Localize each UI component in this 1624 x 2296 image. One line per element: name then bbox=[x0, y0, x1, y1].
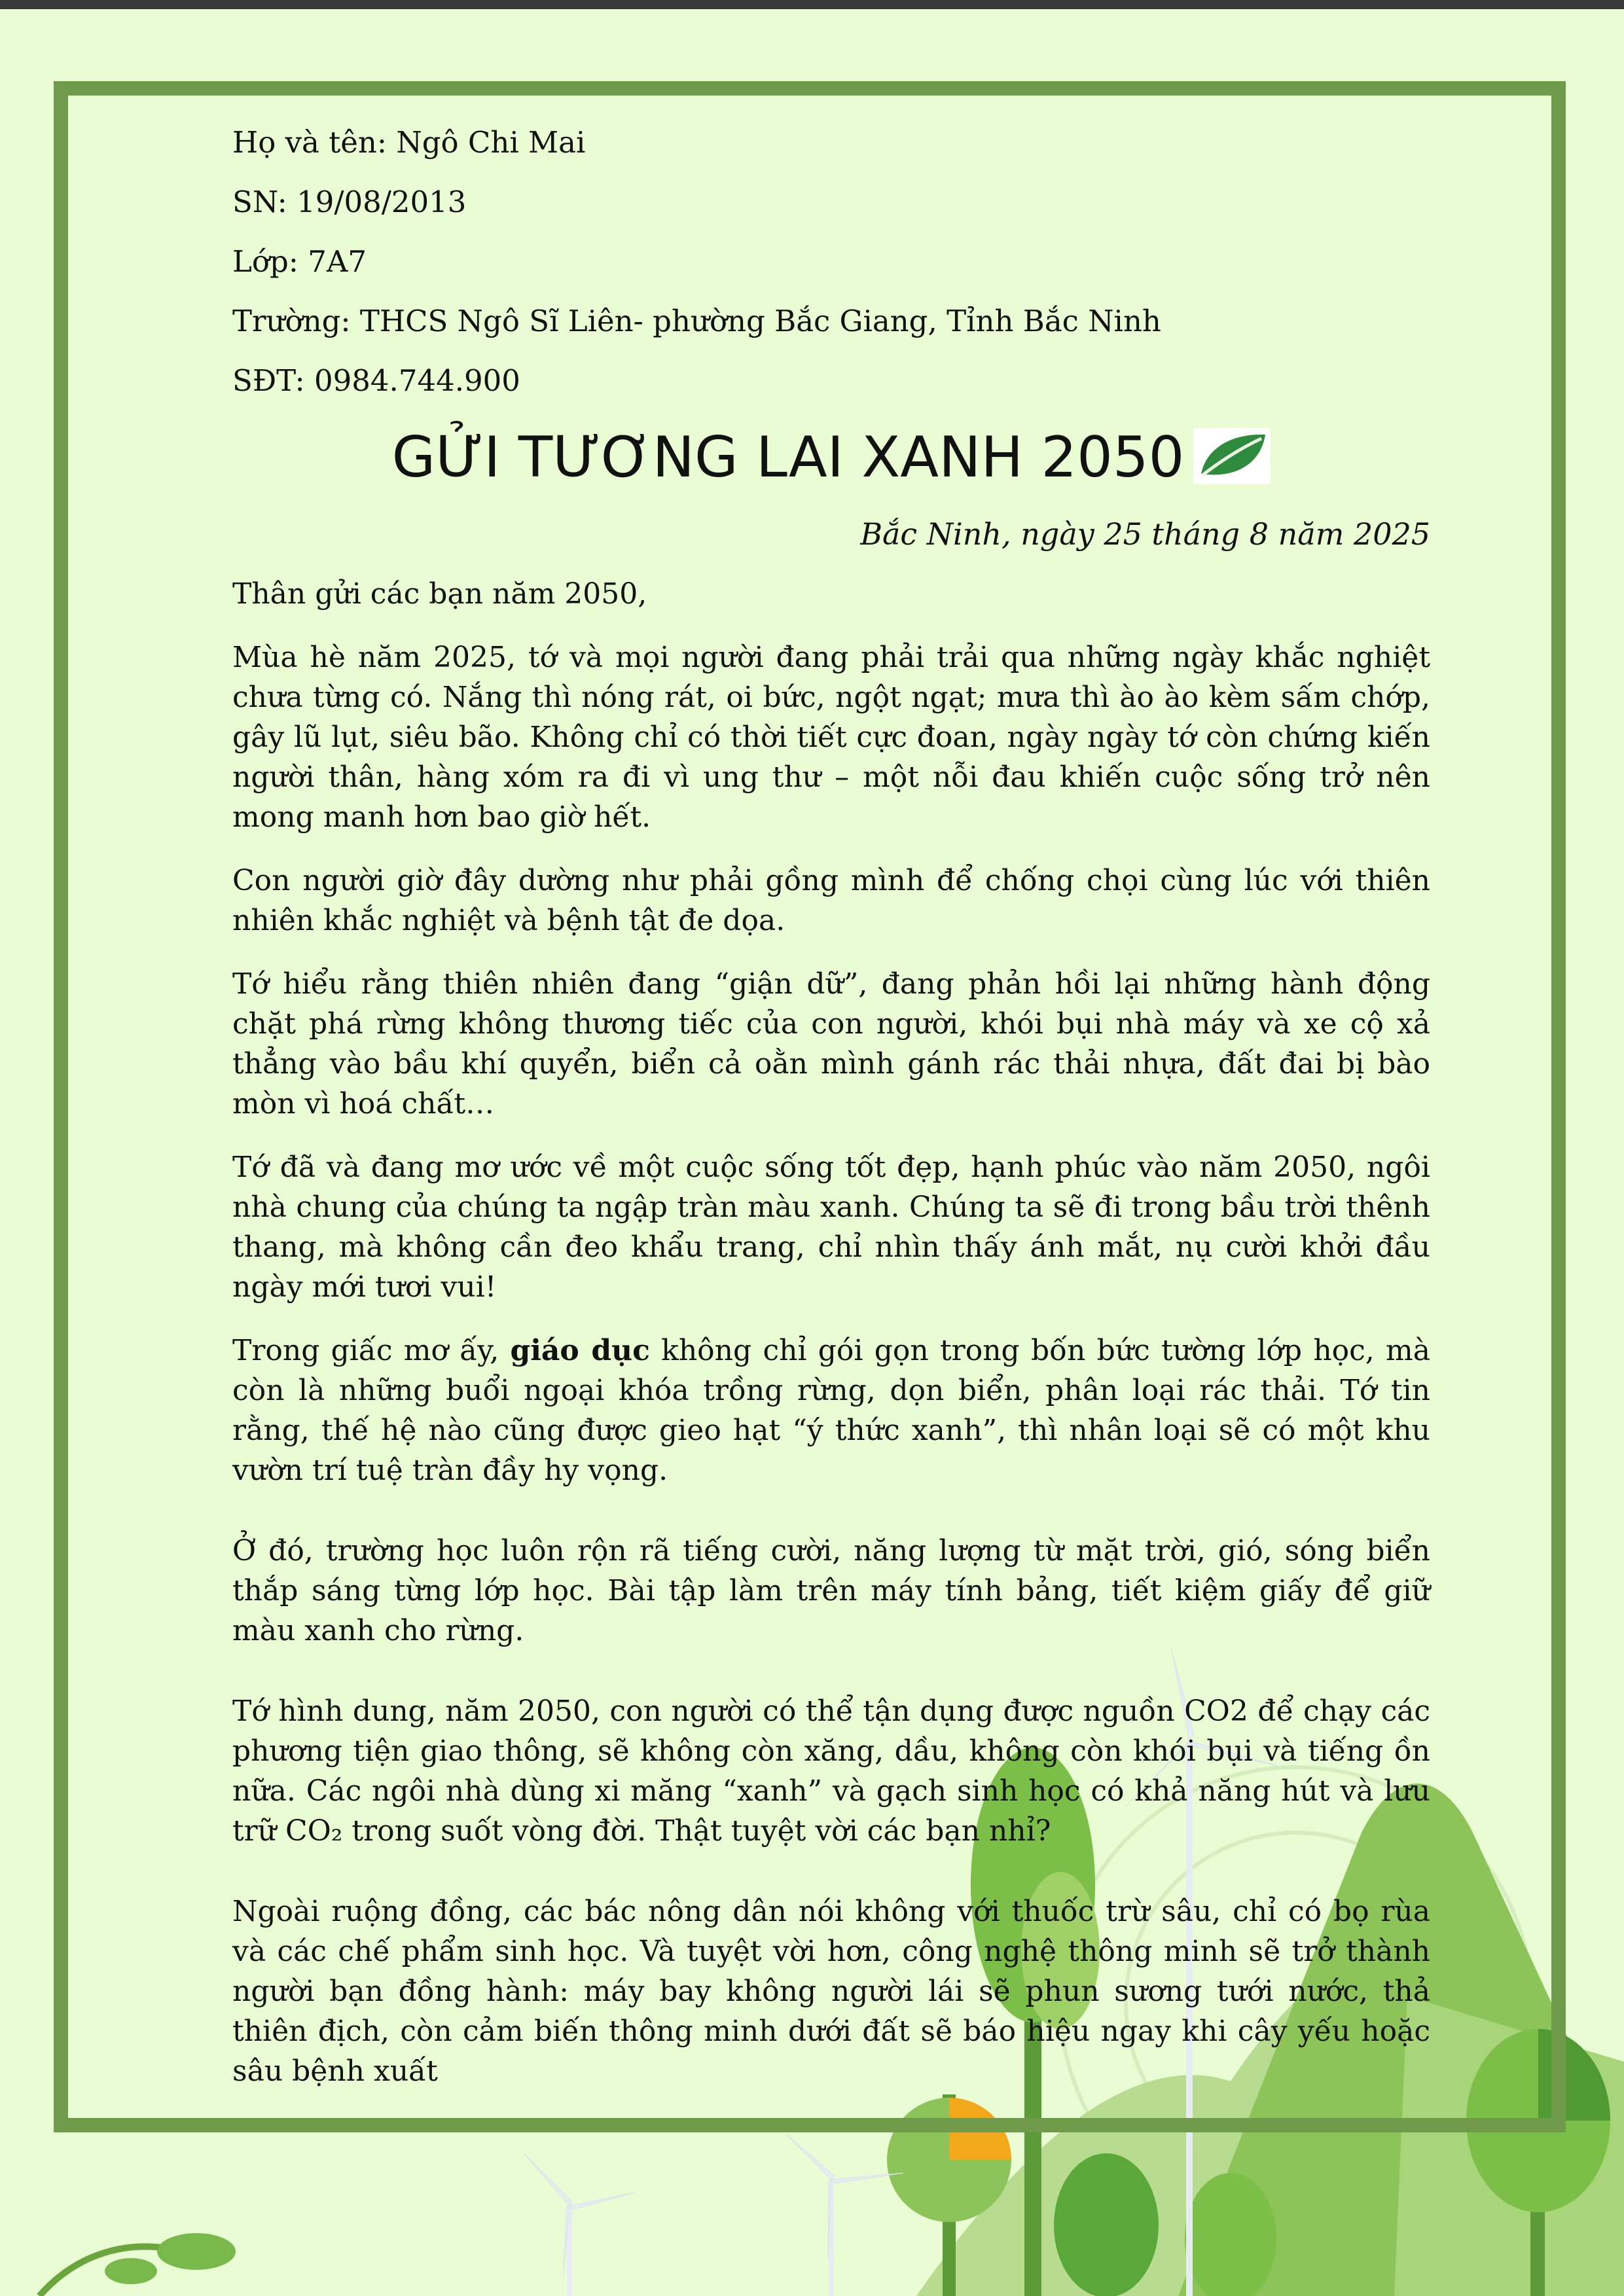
letter-paragraph-8: Ngoài ruộng đồng, các bác nông dân nói không với thuốc trừ sâu, chỉ có bọ rùa và các chế phẩm sinh học. Và tuyệt vời hơn, công nghệ thông minh sẽ trở thành người bạn đồng hành: máy bay không người lái sẽ phun sương tưới nước, thả thiên địch, còn cảm biến thông minh dưới đất sẽ báo hiệu ngay khi cây yếu hoặc sâu bệnh xuất bbox=[232, 1895, 1430, 2088]
paragraph-5-rest: không chỉ gói gọn trong bốn bức tường lớp học, mà còn là những buổi ngoại khóa trồng rừng, dọn biển, phân loại rác thải. Tớ tin rằng, thế hệ nào cũng được gieo hạt “ý thức xanh”, thì nhân loại sẽ có một khu vườn trí tuệ tràn đầy hy vọng. bbox=[232, 1334, 1430, 1487]
paragraph-5-bold: giáo dục bbox=[510, 1334, 650, 1367]
letter-title-row bbox=[232, 421, 1430, 494]
leaf-icon bbox=[1193, 428, 1271, 484]
student-school: Trường: THCS Ngô Sĩ Liên- phường Bắc Giang, Tỉnh Bắc Ninh bbox=[232, 304, 1161, 338]
wind-turbine-icon bbox=[785, 2134, 903, 2296]
student-dob: SN: 19/08/2013 bbox=[232, 185, 467, 219]
letter-paragraph-6: Ở đó, trường học luôn rộn rã tiếng cười, năng lượng từ mặt trời, gió, sóng biển thắp sáng từng lớp học. Bài tập làm trên máy tính bảng, tiết kiệm giấy để giữ màu xanh cho rừng. bbox=[232, 1534, 1430, 1647]
paragraph-5-start: Trong giấc mơ ấy, bbox=[232, 1334, 511, 1367]
sprout-icon bbox=[39, 2233, 236, 2296]
letter-date: Bắc Ninh, ngày 25 tháng 8 năm 2025 bbox=[860, 516, 1430, 552]
letter-paragraph-4: Tớ đã và đang mơ ước về một cuộc sống tốt đẹp, hạnh phúc vào năm 2050, ngôi nhà chung của chúng ta ngập tràn màu xanh. Chúng ta sẽ đi trong bầu trời thênh thang, mà không cần đeo khẩu trang, chỉ nhìn thấy ánh mắt, nụ cười khởi đầu ngày mới tươi vui! bbox=[232, 1151, 1430, 1304]
student-name: Họ và tên: Ngô Chi Mai bbox=[232, 125, 586, 160]
letter-greeting: Thân gửi các bạn năm 2050, bbox=[232, 577, 647, 611]
letter-paragraph-1: Mùa hè năm 2025, tớ và mọi người đang phải trải qua những ngày khắc nghiệt chưa từng có. Nắng thì nóng rát, oi bức, ngột ngạt; mưa thì ào ào kèm sấm chớp, gây lũ lụt, siêu bão. Không chỉ có thời tiết cực đoan, ngày ngày tớ còn chứng kiến người thân, hàng xóm ra đi vì ung thư – một nỗi đau khiến cuộc sống trở nên mong manh hơn bao giờ hết. bbox=[232, 641, 1430, 834]
letter-paragraph-5 bbox=[232, 1331, 1430, 1490]
letter-content bbox=[232, 113, 1430, 2091]
student-phone: SĐT: 0984.744.900 bbox=[232, 363, 520, 398]
letter-paragraph-2: Con người giờ đây dường như phải gồng mình để chống chọi cùng lúc với thiên nhiên khắc nghiệt và bệnh tật đe dọa. bbox=[232, 864, 1430, 937]
letter-paragraph-3: Tớ hiểu rằng thiên nhiên đang “giận dữ”, đang phản hồi lại những hành động chặt phá rừng không thương tiếc của con người, khói bụi nhà máy và xe cộ xả thẳng vào bầu khí quyển, biển cả oằn mình gánh rác thải nhựa, đất đai bị bào mòn vì hoá chất… bbox=[232, 967, 1430, 1121]
student-class: Lớp: 7A7 bbox=[232, 244, 367, 279]
letter-paragraph-7: Tớ hình dung, năm 2050, con người có thể tận dụng được nguồn CO2 để chạy các phương tiện giao thông, sẽ không còn xăng, dầu, không còn khói bụi và tiếng ồn nữa. Các ngôi nhà dùng xi măng “xanh” và gạch sinh học có khả năng hút và lưu trữ CO₂ trong suốt vòng đời. Thật tuyệt vời các bạn nhỉ? bbox=[232, 1695, 1430, 1848]
wind-turbine-icon bbox=[524, 2153, 635, 2296]
letter-title: GỬI TƯƠNG LAI XANH 2050 bbox=[391, 425, 1185, 490]
